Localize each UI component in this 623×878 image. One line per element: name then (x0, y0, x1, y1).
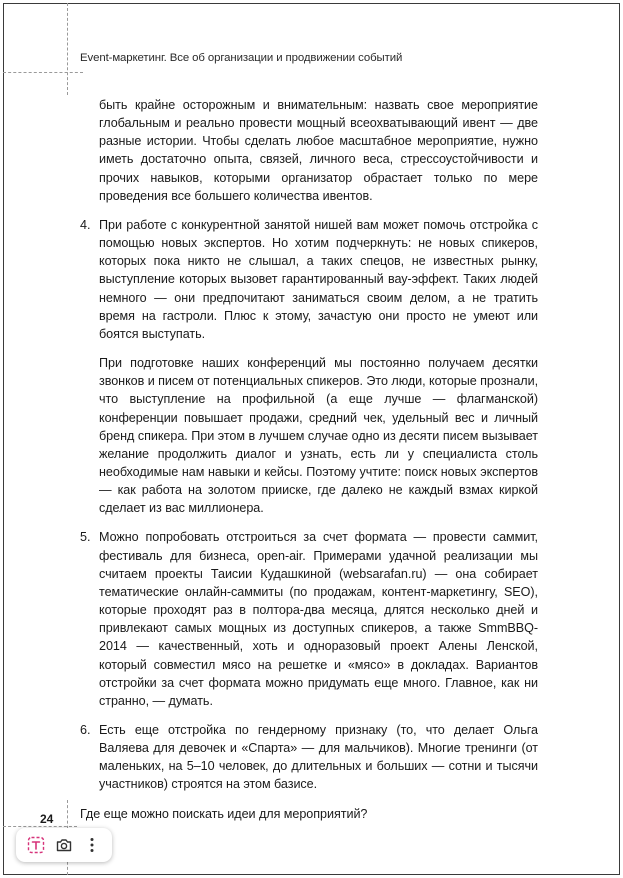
crop-mark (67, 3, 68, 95)
text-select-icon (27, 836, 45, 854)
list-number: 4. (80, 217, 91, 232)
paragraph: Есть еще отстройка по гендерному признаку (то, что делает Ольга Валяева для девочек и «Спарта» — для мальчиков). Многие тренинги (от маленьких, на 5–10 человек, до длительных и больших — сотни и тысячи участников) строятся на этом базисе. (99, 723, 538, 792)
more-options-button[interactable] (79, 832, 105, 858)
floating-toolbar (16, 828, 112, 862)
text-select-button[interactable] (23, 832, 49, 858)
list-number: 5. (80, 530, 91, 545)
list-item-5 (80, 528, 538, 710)
paragraph: При работе с конкурентной занятой нишей вам может помочь отстройка с помощью новых экспертов. Но хотим подчеркнуть: не новых спикеров, которых пока никто не слышал, а таких спецов, не известных рынку, выступление которых вызовет гарантированный вау-эффект. Таких людей немного — они предпочитают заниматься своим делом, а не тратить время на гастроли. Плюс к этому, зачастую они просто не умеют или боятся выступать. (99, 217, 538, 341)
paragraph: Можно попробовать отстроиться за счет формата — провести саммит, фестиваль для бизнеса, open-air. Примерами удачной реализации мы считаем проекты Таисии Кудашкиной (websarafan.ru) — она собирает тематические онлайн-саммиты (по продажам, контент-маркетингу, SEO), которые проходят раз в полтора-два месяца, длятся несколько дней и привлекают самых мощных из доступных спикеров, а также SmmBBQ-2014 — качественный, хоть и одноразовый проект Алены Ленской, который совместил мясо на решетке и «мясо» в докладах. Вариантов отстройки за счет формата можно придумать еще много. Главное, как ни странно, — думать. (99, 530, 538, 708)
page-number: 24 (40, 812, 54, 826)
list-item-4 (80, 216, 538, 518)
page-body (80, 96, 538, 823)
paragraph: быть крайне осторожным и внимательным: назвать свое мероприятие глобальным и реально провести мощный всеохватывающий ивент — две разные истории. Чтобы сделать любое масштабное мероприятие, нужно иметь достаточно опыта, связей, личного веса, стрессоустойчивости и прочих навыков, которыми организатор обрастает только по мере проведения все большего количества ивентов. (99, 98, 538, 203)
list-number: 6. (80, 723, 91, 737)
crop-mark (3, 826, 77, 827)
closing-question: Где еще можно поискать идеи для мероприятий? (80, 806, 368, 821)
camera-button[interactable] (51, 832, 77, 858)
paragraph: При подготовке наших конференций мы постоянно получаем десятки звонков и писем от потенциальных спикеров. Это люди, которые прознали, что выступление на профильной (а еще лучше — флагманской) конференции повышает продажи, средний чек, удельный вес и личный бренд спикера. При этом в лучшем случае одно из десяти писем вызывает желание продолжить диалог и узнать, есть ли у специалиста столь необходимые нам навыки и кейсы. Поэтому учтите: поиск новых экспертов — как работа на золотом прииске, где далеко не каждый взмах киркой сделает из вас миллионера. (99, 356, 539, 516)
camera-icon (55, 836, 73, 854)
running-title: Event-маркетинг. Все об организации и продвижении событий (80, 52, 403, 64)
crop-mark (3, 72, 83, 73)
more-vertical-icon (83, 836, 101, 854)
list-item-6 (80, 721, 538, 794)
